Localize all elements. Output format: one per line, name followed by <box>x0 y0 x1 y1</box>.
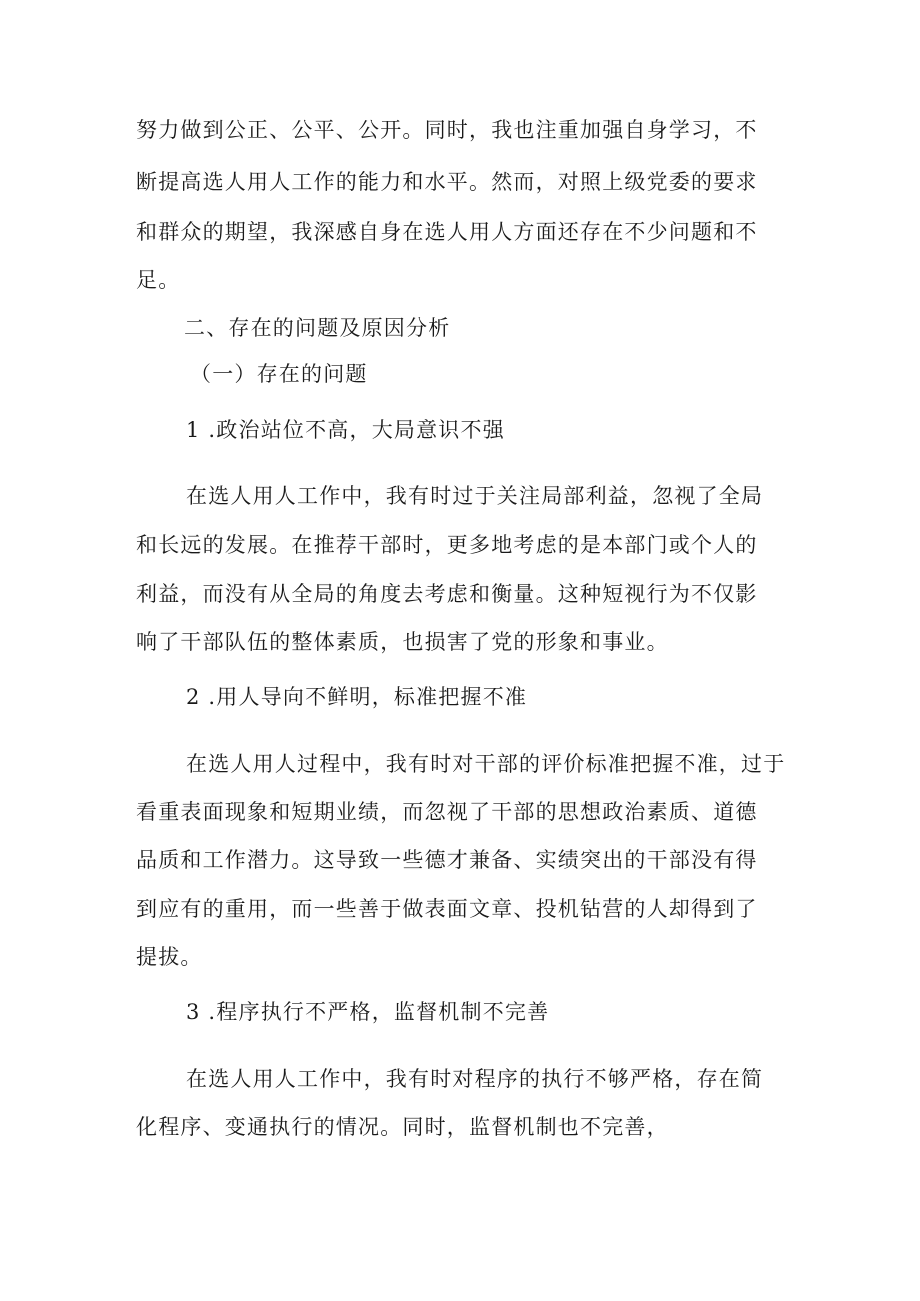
item-heading: 2 .用人导向不鲜明，标准把握不准 <box>186 685 528 709</box>
item-heading: 3 .程序执行不严格，监督机制不完善 <box>186 1000 550 1024</box>
body-text-line: 和长远的发展。在推荐干部时，更多地考虑的是本部门或个人的 <box>136 533 758 557</box>
body-text-line: 足。 <box>136 268 181 292</box>
body-text-line: 努力做到公正、公平、公开。同时，我也注重加强自身学习，不 <box>136 118 758 142</box>
body-text-line: 化程序、变通执行的情况。同时，监督机制也不完善， <box>136 1115 669 1139</box>
body-text-line: 响了干部队伍的整体素质，也损害了党的形象和事业。 <box>136 630 669 654</box>
body-text-line: 断提高选人用人工作的能力和水平。然而，对照上级党委的要求 <box>136 170 758 194</box>
body-text-line: 在选人用人工作中，我有时过于关注局部利益，忽视了全局 <box>186 484 764 508</box>
body-text-line: 到应有的重用，而一些善于做表面文章、投机钻营的人却得到了 <box>136 897 758 921</box>
section-heading: 二、存在的问题及原因分析 <box>184 316 451 340</box>
body-text-line: 利益，而没有从全局的角度去考虑和衡量。这种短视行为不仅影 <box>136 582 758 606</box>
body-text-line: 在选人用人工作中，我有时对程序的执行不够严格，存在简 <box>186 1067 764 1091</box>
body-text-line: 在选人用人过程中，我有时对干部的评价标准把握不准，过于 <box>186 752 786 776</box>
body-text-line: 提拔。 <box>136 945 203 969</box>
body-text-line: 看重表面现象和短期业绩，而忽视了干部的思想政治素质、道德 <box>136 800 758 824</box>
body-text-line: 品质和工作潜力。这导致一些德才兼备、实绩突出的干部没有得 <box>136 848 758 872</box>
item-heading: 1 .政治站位不高，大局意识不强 <box>186 418 505 442</box>
body-text-line: 和群众的期望，我深感自身在选人用人方面还存在不少问题和不 <box>136 220 758 244</box>
subsection-heading: （一）存在的问题 <box>190 362 368 386</box>
